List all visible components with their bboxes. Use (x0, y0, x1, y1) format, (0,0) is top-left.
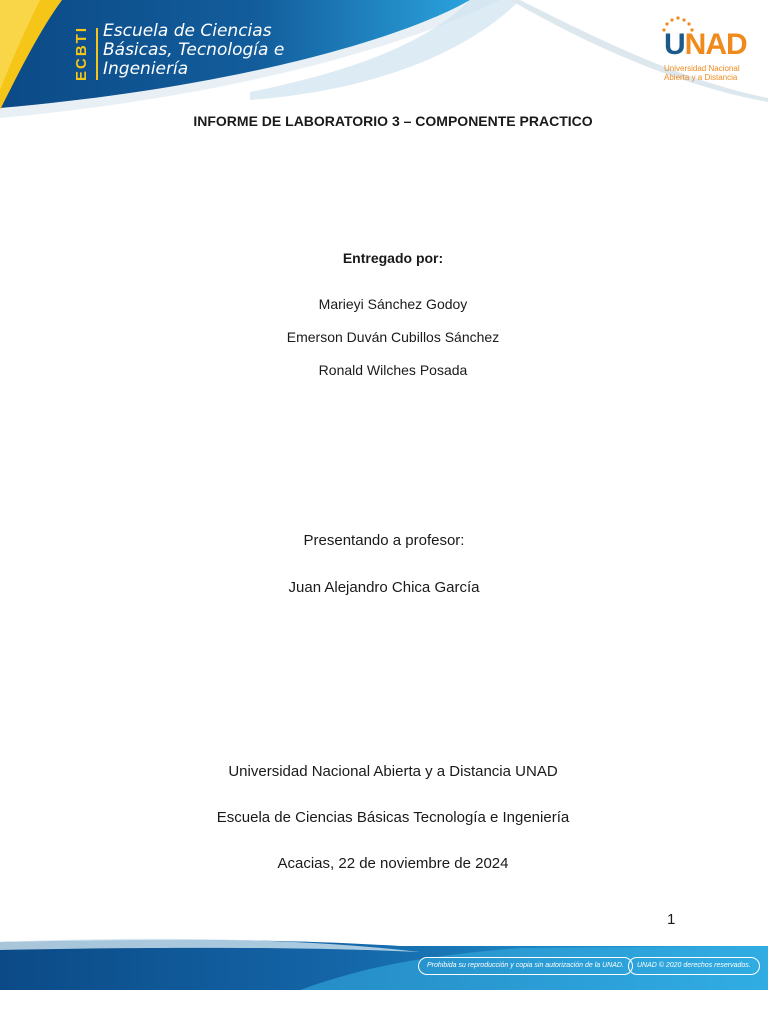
school-name (103, 22, 284, 79)
unad-wordmark: UNAD (664, 28, 747, 61)
school-full-name: Escuela de Ciencias Básicas Tecnología e Ingeniería (216, 809, 570, 826)
document-title: INFORME DE LABORATORIO 3 – COMPONENTE PRACTICO (193, 113, 593, 129)
unad-subtitle: Universidad Nacional Abierta y a Distancia (664, 64, 740, 82)
presented-to-label: Presentando a profesor: (303, 532, 465, 549)
footer-notice: Prohibida su reproducción y copia sin autorización de la UNAD. (418, 957, 633, 975)
school-name-line: Básicas, Tecnología e (103, 40, 285, 60)
author-name: Emerson Duván Cubillos Sánchez (286, 329, 500, 345)
page-number: 1 (667, 911, 676, 928)
header-divider (96, 28, 98, 80)
delivered-by-label: Entregado por: (342, 250, 444, 266)
author-name: Ronald Wilches Posada (318, 362, 468, 378)
professor-name: Juan Alejandro Chica García (288, 579, 480, 596)
place-date: Acacias, 22 de noviembre de 2024 (277, 855, 509, 872)
author-name: Marieyi Sánchez Godoy (318, 296, 468, 312)
institution-name: Universidad Nacional Abierta y a Distancia UNAD (228, 763, 558, 780)
footer-copyright: UNAD © 2020 derechos reservados. (628, 957, 760, 975)
unad-logo (660, 16, 747, 86)
ecbti-vertical-label: ECBTI (72, 25, 90, 81)
school-name-line: Ingeniería (103, 59, 189, 79)
school-name-line: Escuela de Ciencias (103, 21, 272, 41)
footer-banner (0, 938, 768, 994)
